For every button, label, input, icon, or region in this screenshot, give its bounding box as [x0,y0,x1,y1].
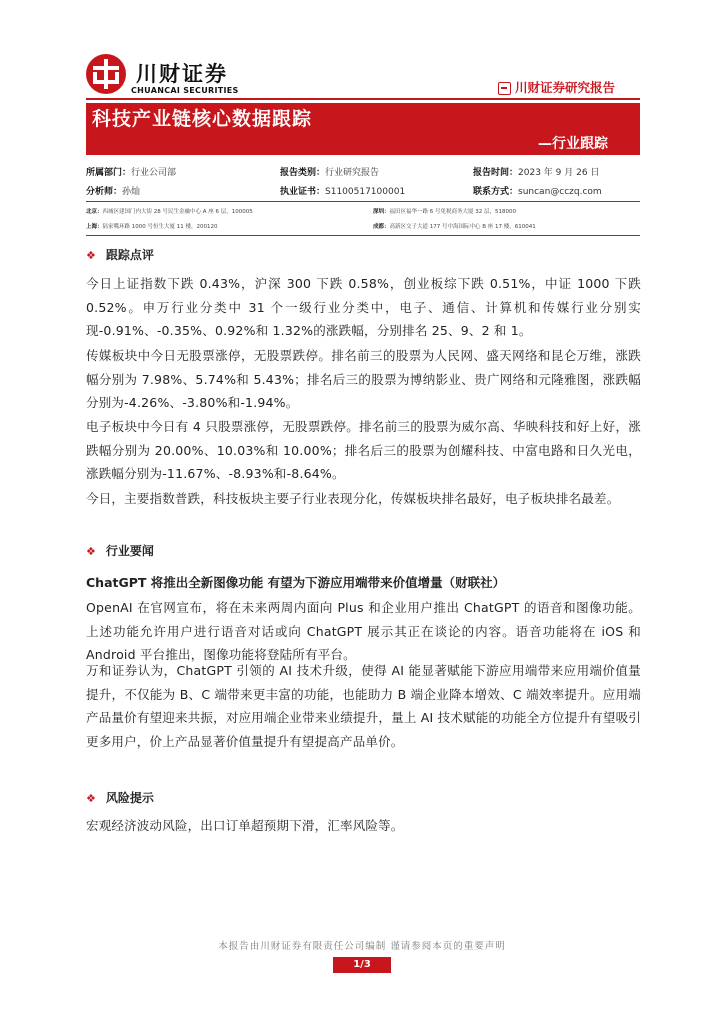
meta-type: 报告类别：行业研究报告 [280,168,380,178]
section-heading-review: ❖ 跟踪点评 [86,248,154,262]
meta-analyst: 分析师：孙灿 [86,187,141,197]
news-paragraph-2: 万和证券认为，ChatGPT 引领的 AI 技术升级，使得 AI 能显著赋能下游应用端带来应用端价值量提升，不仅能为 B、C 端带来更丰富的功能，也能助力 B 端企业降本增效、C 端效率提升。应用端产品量价有望迎来共振，对应用端企业带来业绩提升，量上 AI 技术赋能的功能全方位提升有望吸引更多用户，价上产品显著价值量提升有望提高产品单价。 [86,663,641,749]
brand-box-icon [498,82,511,95]
news-paragraph-1: OpenAI 在官网宣布，将在未来两周内面向 Plus 和企业用户推出 ChatGPT 的语音和图像功能。上述功能允许用户进行语音对话或向 ChatGPT 展示其正在谈论的内容。语音功能将在 iOS 和 Android 平台推出，图像功能将登陆所有平台。 [86,600,641,662]
page-subtitle: —行业跟踪 [538,136,608,152]
review-paragraph-4: 今日，主要指数普跌，科技板块主要子行业表现分化，传媒板块排名最好，电子板块排名最差。 [86,491,620,506]
address-beijing: 北京：西城区建国门内大街 28 号民生金融中心 A 座 6 层，100005 [86,209,253,215]
review-paragraph-3: 电子板块中今日有 4 只股票涨停，无股票跌停。排名前三的股票为威尔高、华映科技和好上好，涨跌幅分别为 20.00%、10.03%和 10.00%；排名后三的股票为创耀科技、中富电路和日久光电，涨跌幅分别为-11.67%、-8.93%和-8.64%。 [86,419,641,481]
meta-cert: 执业证书：S1100517100001 [280,187,406,197]
contact-email-link[interactable]: suncan@cczq.com [518,187,602,197]
risk-paragraph: 宏观经济波动风险，出口订单超预期下滑，汇率风险等。 [86,818,404,833]
diamond-bullet-icon: ❖ [86,792,96,805]
address-shenzhen: 深圳：福田区福华一路 6 号免税商务大厦 32 层，518000 [373,209,517,215]
meta-dept: 所属部门：行业公司部 [86,168,177,178]
brand-name-en: CHUANCAI SECURITIES [131,86,239,95]
report-brand-label: 川财证券研究报告 [515,80,616,95]
diamond-bullet-icon: ❖ [86,249,96,262]
address-shanghai: 上海：陆家嘴环路 1000 号恒生大厦 11 楼，200120 [86,224,218,230]
meta-time: 报告时间：2023 年 9 月 26 日 [473,168,600,178]
report-brand [498,78,615,96]
address-divider [86,235,640,236]
section-heading-news: ❖ 行业要闻 [86,544,154,558]
header-divider [86,98,640,100]
meta-contact: 联系方式：suncan@cczq.com [473,187,602,197]
review-paragraph-1: 今日上证指数下跌 0.43%，沪深 300 下跌 0.58%，创业板综下跌 0.51%，中证 1000 下跌 0.52%。申万行业分类中 31 个一级行业分类中，电子、通信、计算机和传媒行业分别实现-0.91%、-0.35%、0.92%和 1.32%的涨跌幅，分别排名 25、9、2 和 1。 [86,276,641,338]
diamond-bullet-icon: ❖ [86,545,96,558]
address-chengdu: 成都：高新区交子大道 177 号中海国际中心 B 座 17 楼，610041 [373,224,536,230]
page-number: 1/3 [333,957,391,973]
news-headline: ChatGPT 将推出全新图像功能 有望为下游应用端带来价值增量（财联社） [86,575,506,590]
brand-name-cn: 川财证券 [136,62,228,86]
page-title: 科技产业链核心数据跟踪 [92,108,313,130]
meta-divider [86,201,640,202]
company-logo-icon [86,54,126,94]
section-heading-risk: ❖ 风险提示 [86,791,154,805]
footer-disclaimer: 本报告由川财证券有限责任公司编制 谨请参阅本页的重要声明 [218,941,506,952]
review-paragraph-2: 传媒板块中今日无股票涨停，无股票跌停。排名前三的股票为人民网、盛天网络和昆仑万维，涨跌幅分别为 7.98%、5.74%和 5.43%；排名后三的股票为博纳影业、贵广网络和元隆雅图，涨跌幅分别为-4.26%、-3.80%和-1.94%。 [86,348,641,410]
